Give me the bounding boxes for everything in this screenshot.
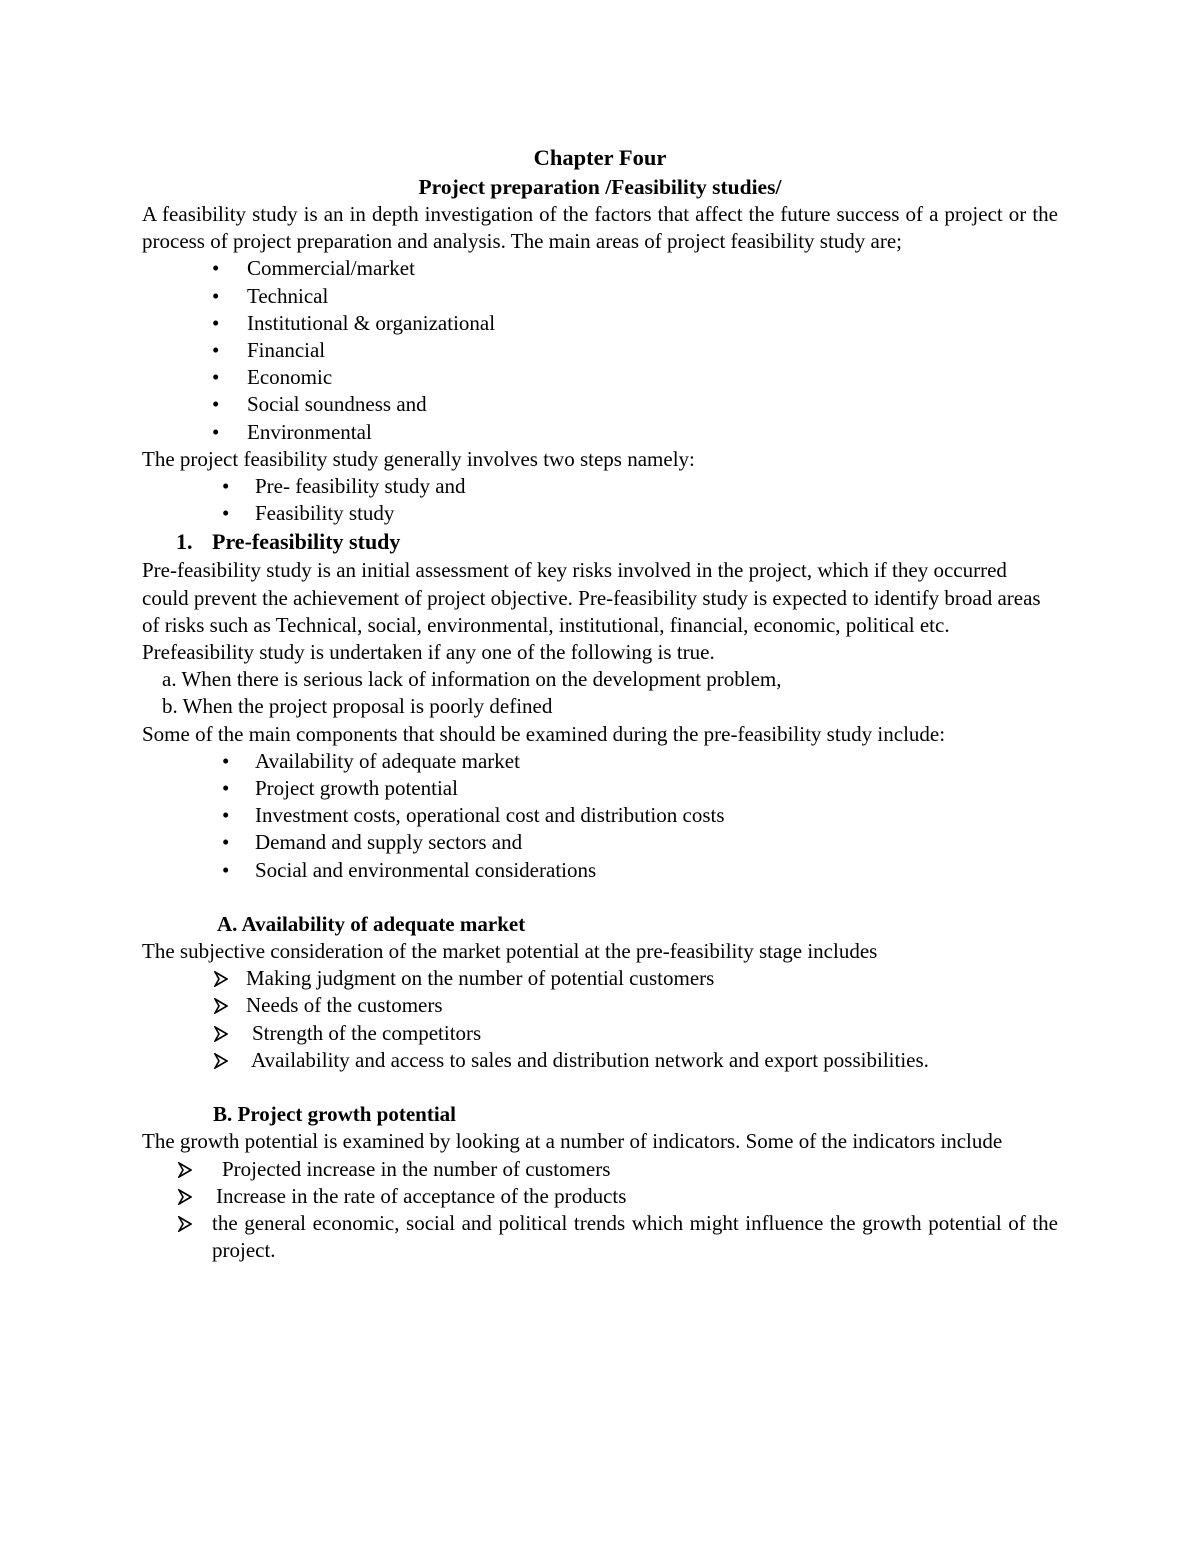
section-b-heading: B. Project growth potential <box>213 1102 457 1127</box>
page-content <box>142 143 1058 1264</box>
arrow-bullet-icon <box>214 992 228 1014</box>
list-item: • Institutional & organizational <box>142 310 1058 337</box>
list-item: b. When the project proposal is poorly defined <box>162 694 553 719</box>
list-item: Projected increase in the number of customers <box>142 1156 1058 1183</box>
bullet-icon: • <box>222 857 230 882</box>
bullet-icon: • <box>212 338 220 363</box>
list-item: a. When there is serious lack of information on the development problem, <box>162 667 782 692</box>
section-b-list <box>142 1156 1058 1265</box>
arrow-bullet-icon <box>178 1156 192 1178</box>
list-item: • Environmental <box>142 419 1058 446</box>
list-item: • Feasibility study <box>142 500 1058 527</box>
section-a-intro: The subjective consideration of the market potential at the pre-feasibility stage includes <box>142 939 878 964</box>
arrow-bullet-icon <box>214 965 228 987</box>
bullet-icon: • <box>222 830 230 855</box>
bullet-icon: • <box>222 803 230 828</box>
bullet-icon: • <box>212 365 220 390</box>
list-item: Increase in the rate of acceptance of the products <box>142 1183 1058 1210</box>
bullet-icon: • <box>222 748 230 773</box>
list-item: Making judgment on the number of potential customers <box>142 965 1058 992</box>
list-item: • Investment costs, operational cost and distribution costs <box>142 802 1058 829</box>
steps-intro: The project feasibility study generally involves two steps namely: <box>142 446 695 471</box>
arrow-bullet-icon <box>214 1047 228 1069</box>
bullet-icon: • <box>212 419 220 444</box>
section-title: Project preparation /Feasibility studies/ <box>418 175 782 199</box>
list-item: Needs of the customers <box>142 992 1058 1019</box>
section-a-heading <box>142 911 1058 938</box>
bullet-icon: • <box>212 256 220 281</box>
section-b-intro: The growth potential is examined by looking at a number of indicators. Some of the indicators include <box>142 1129 1003 1154</box>
heading-text: Pre-feasibility study <box>212 529 401 555</box>
list-item: • Economic <box>142 364 1058 391</box>
arrow-bullet-icon <box>178 1183 192 1205</box>
arrow-bullet-icon <box>178 1210 192 1232</box>
list-item: • Commercial/market <box>142 255 1058 282</box>
section-a-list <box>142 965 1058 1074</box>
list-item: • Availability of adequate market <box>142 748 1058 775</box>
areas-list <box>142 255 1058 445</box>
components-list <box>142 748 1058 884</box>
conditions-list <box>142 666 1058 720</box>
bullet-icon: • <box>212 392 220 417</box>
list-item: • Project growth potential <box>142 775 1058 802</box>
section-a-title: Availability of adequate market <box>241 911 526 936</box>
prefeasibility-paragraph: Pre-feasibility study is an initial assessment of key risks involved in the project, which if they occurred could prevent the achievement of project objective. Pre-feasibility study is expected to identify broad areas of risks such as Technical, social, environmental, institutional, financial, economic, political etc. Prefeasibility study is undertaken if any one of the following is true. <box>142 558 1041 665</box>
list-item: • Demand and supply sectors and <box>142 829 1058 856</box>
bullet-icon: • <box>212 283 220 308</box>
section-a-label: A. <box>217 911 238 936</box>
bullet-icon: • <box>222 776 230 801</box>
list-item: • Social and environmental considerations <box>142 857 1058 884</box>
components-intro: Some of the main components that should be examined during the pre-feasibility study include: <box>142 721 946 746</box>
bullet-icon: • <box>222 474 230 499</box>
list-item: • Financial <box>142 337 1058 364</box>
heading-number: 1. <box>176 529 193 555</box>
steps-list <box>142 473 1058 527</box>
list-item: Availability and access to sales and distribution network and export possibilities. <box>142 1047 1058 1074</box>
bullet-icon: • <box>222 501 230 526</box>
prefeasibility-heading <box>142 527 1058 557</box>
list-item: • Pre- feasibility study and <box>142 473 1058 500</box>
list-item: the general economic, social and political trends which might influence the growth potential of the project. <box>142 1210 1058 1264</box>
arrow-bullet-icon <box>214 1020 228 1042</box>
intro-paragraph: A feasibility study is an in depth investigation of the factors that affect the future success of a project or the process of project preparation and analysis. The main areas of project feasibility study are; <box>142 202 1058 254</box>
chapter-title: Chapter Four <box>533 145 667 170</box>
list-item: Strength of the competitors <box>142 1020 1058 1047</box>
bullet-icon: • <box>212 310 220 335</box>
list-item: • Social soundness and <box>142 391 1058 418</box>
list-item: • Technical <box>142 283 1058 310</box>
